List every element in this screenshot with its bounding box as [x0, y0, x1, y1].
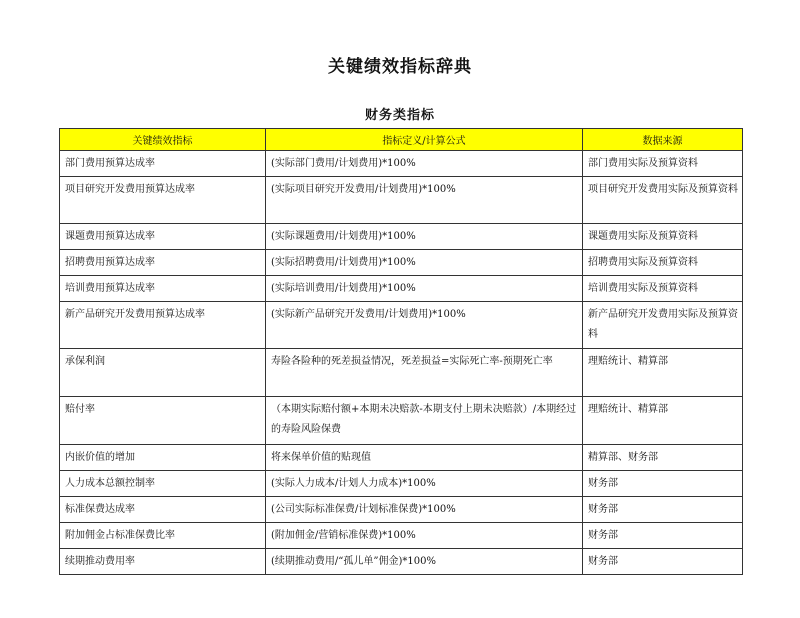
header-source: 数据来源 [583, 129, 743, 151]
header-kpi: 关键绩效指标 [60, 129, 266, 151]
kpi-cell: 内嵌价值的增加 [60, 445, 266, 471]
formula-cell: (公司实际标准保费/计划标准保费)*100% [266, 497, 583, 523]
table-row [60, 497, 743, 523]
formula-cell: 寿险各险种的死差损益情况，死差损益=实际死亡率-预期死亡率 [266, 349, 583, 397]
formula-cell: (实际课题费用/计划费用)*100% [266, 224, 583, 250]
kpi-cell: 招聘费用预算达成率 [60, 250, 266, 276]
source-cell: 精算部、财务部 [583, 445, 743, 471]
table-row [60, 471, 743, 497]
source-cell: 理赔统计、精算部 [583, 397, 743, 445]
table-row [60, 151, 743, 177]
formula-cell: 将来保单价值的贴现值 [266, 445, 583, 471]
kpi-cell: 人力成本总额控制率 [60, 471, 266, 497]
source-cell: 财务部 [583, 497, 743, 523]
source-cell: 项目研究开发费用实际及预算资料 [583, 177, 743, 224]
header-formula: 指标定义/计算公式 [266, 129, 583, 151]
kpi-cell: 附加佣金占标准保费比率 [60, 523, 266, 549]
section-title: 财务类指标 [364, 108, 435, 123]
formula-cell: (实际新产品研究开发费用/计划费用)*100% [266, 302, 583, 349]
kpi-cell: 部门费用预算达成率 [60, 151, 266, 177]
source-cell: 财务部 [583, 523, 743, 549]
table-header-row [60, 129, 743, 151]
kpi-cell: 项目研究开发费用预算达成率 [60, 177, 266, 224]
kpi-cell: 新产品研究开发费用预算达成率 [60, 302, 266, 349]
kpi-cell: 培训费用预算达成率 [60, 276, 266, 302]
formula-cell: (续期推动费用/“孤儿单”佣金)*100% [266, 549, 583, 575]
source-cell: 新产品研究开发费用实际及预算资料 [583, 302, 743, 349]
table-row [60, 250, 743, 276]
table-row [60, 445, 743, 471]
source-cell: 财务部 [583, 471, 743, 497]
formula-cell: (实际部门费用/计划费用)*100% [266, 151, 583, 177]
kpi-cell: 赔付率 [60, 397, 266, 445]
table-row [60, 523, 743, 549]
table-row [60, 177, 743, 224]
source-cell: 部门费用实际及预算资料 [583, 151, 743, 177]
source-cell: 理赔统计、精算部 [583, 349, 743, 397]
kpi-cell: 续期推动费用率 [60, 549, 266, 575]
source-cell: 培训费用实际及预算资料 [583, 276, 743, 302]
formula-cell: （本期实际赔付额+本期未决赔款-本期支付上期未决赔款）/本期经过的寿险风险保费 [266, 397, 583, 445]
kpi-cell: 课题费用预算达成率 [60, 224, 266, 250]
document-title: 关键绩效指标辞典 [328, 57, 472, 77]
table-row [60, 276, 743, 302]
table-row [60, 302, 743, 349]
formula-cell: (附加佣金/营销标准保费)*100% [266, 523, 583, 549]
table-row [60, 549, 743, 575]
source-cell: 财务部 [583, 549, 743, 575]
formula-cell: (实际培训费用/计划费用)*100% [266, 276, 583, 302]
table-row [60, 397, 743, 445]
source-cell: 招聘费用实际及预算资料 [583, 250, 743, 276]
formula-cell: (实际招聘费用/计划费用)*100% [266, 250, 583, 276]
source-cell: 课题费用实际及预算资料 [583, 224, 743, 250]
kpi-cell: 标准保费达成率 [60, 497, 266, 523]
formula-cell: (实际项目研究开发费用/计划费用)*100% [266, 177, 583, 224]
formula-cell: (实际人力成本/计划人力成本)*100% [266, 471, 583, 497]
kpi-cell: 承保利润 [60, 349, 266, 397]
table-row [60, 224, 743, 250]
table-row [60, 349, 743, 397]
kpi-table [59, 128, 743, 575]
